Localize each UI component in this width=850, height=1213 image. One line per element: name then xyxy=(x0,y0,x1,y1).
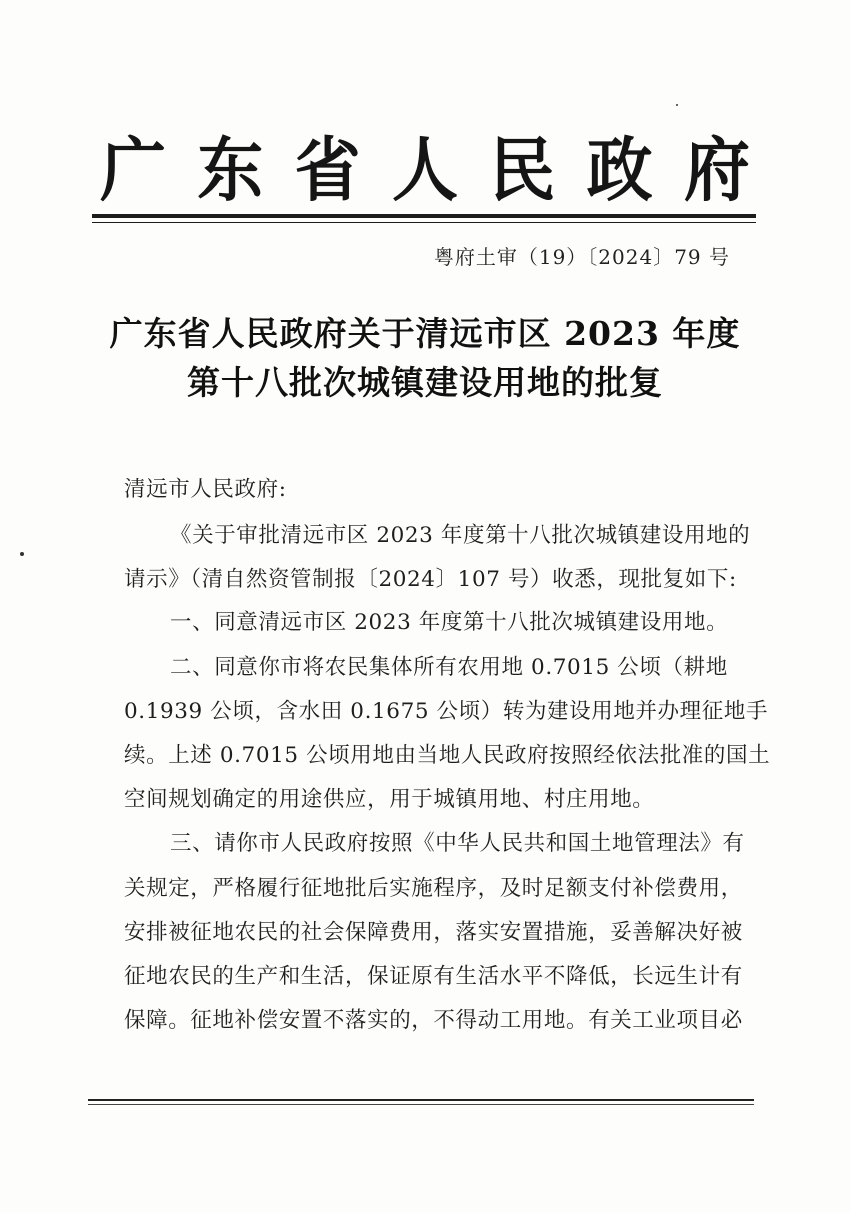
addressee: 清远市人民政府: xyxy=(124,477,287,502)
body-line: 0.1939 公顷，含水田 0.1675 公顷）转为建设用地并办理征地手 xyxy=(124,699,769,724)
header-divider-thin xyxy=(92,222,756,223)
body-line: 保障。征地补偿安置不落实的，不得动工用地。有关工业项目必 xyxy=(124,1008,743,1033)
issuer-heading xyxy=(100,130,750,210)
body-line: 空间规划确定的用途供应，用于城镇用地、村庄用地。 xyxy=(124,787,655,812)
document-title-line-1: 广东省人民政府关于清远市区 2023 年度 xyxy=(109,314,741,353)
issuer-char: 人 xyxy=(391,129,458,211)
issuer-char: 民 xyxy=(489,129,556,211)
footer-divider-thick xyxy=(88,1099,754,1101)
header-divider-thick xyxy=(92,214,756,218)
body-line: 关规定，严格履行征地批后实施程序，及时足额支付补偿费用， xyxy=(124,876,743,901)
scan-speck xyxy=(676,104,678,106)
issuer-char: 府 xyxy=(683,129,750,211)
body-line: 《关于审批清远市区 2023 年度第十八批次城镇建设用地的 xyxy=(170,523,751,548)
scan-speck xyxy=(20,552,24,556)
issuer-char: 省 xyxy=(294,129,361,211)
body-line: 一、同意清远市区 2023 年度第十八批次城镇建设用地。 xyxy=(170,610,729,635)
body-line: 二、同意你市将农民集体所有农用地 0.7015 公顷（耕地 xyxy=(170,655,728,680)
document-title-line-2: 第十八批次城镇建设用地的批复 xyxy=(187,363,663,402)
issuer-char: 广 xyxy=(100,129,166,211)
body-line: 三、请你市人民政府按照《中华人民共和国土地管理法》有 xyxy=(170,831,745,856)
issuer-char: 东 xyxy=(197,129,264,211)
document-number: 粤府土审（19）〔2024〕79 号 xyxy=(433,245,730,269)
body-line: 请示》（清自然资管制报〔2024〕107 号）收悉，现批复如下: xyxy=(124,567,737,592)
body-line: 续。上述 0.7015 公顷用地由当地人民政府按照经依法批准的国土 xyxy=(124,743,771,768)
issuer-char: 政 xyxy=(586,129,653,211)
body-line: 安排被征地农民的社会保障费用，落实安置措施，妥善解决好被 xyxy=(124,920,743,945)
footer-divider-thin xyxy=(88,1104,754,1105)
body-line: 征地农民的生产和生活，保证原有生活水平不降低，长远生计有 xyxy=(124,964,743,989)
